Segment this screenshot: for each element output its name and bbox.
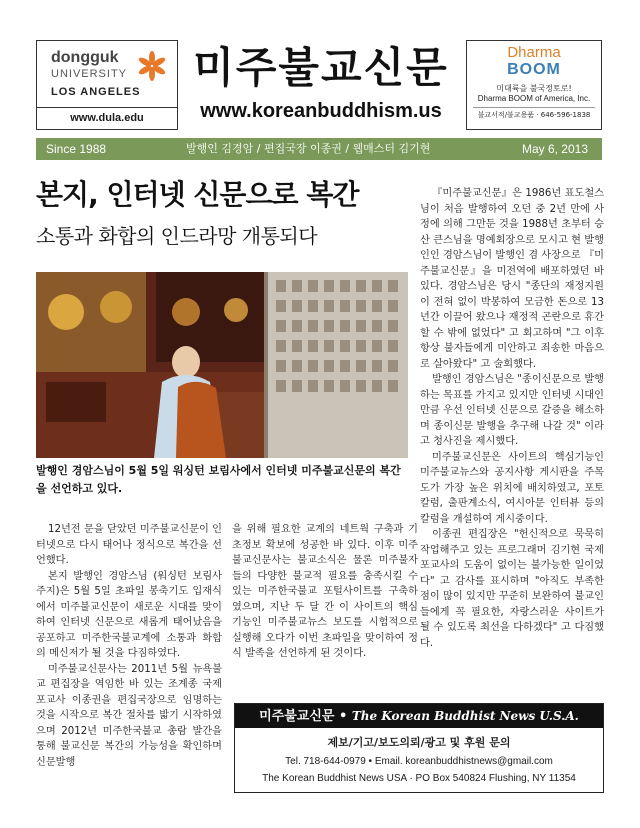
article-headline: 본지, 인터넷 신문으로 복간	[36, 178, 359, 211]
article-column-left	[36, 522, 222, 770]
ad-title-separator: •	[339, 709, 348, 724]
info-bar	[36, 138, 602, 160]
newspaper-title: 미주불교신문	[193, 43, 449, 92]
photo-caption: 발행인 경암스님이 5월 5일 워싱턴 보림사에서 인터넷 미주불교신문의 복간을 선언하고 있다.	[36, 464, 401, 495]
dongguk-name: dongguk	[51, 49, 119, 66]
dharma-boom-tagline: 미대륙을 불국정토로!	[496, 84, 572, 93]
dongguk-location: LOS ANGELES	[51, 86, 141, 98]
article-photo	[36, 272, 408, 458]
paragraph: 미주불교신문은 사이트의 핵심기능인 미주불교뉴스와 공지사항 게시판을 주목도가 가장 높은 위치에 배치하였고, 포토칼럼, 출판계소식, 여시아문 인터뷰 등의 칼럼을 개설하여 게시중이다.	[420, 451, 604, 525]
ad-header	[235, 704, 603, 728]
paragraph: 본지 발행인 경암스님 (워싱턴 보림사 주지)은 5월 5일 초파일 봉축기도 입재식에서 미주불교신문이 새로운 시대를 맞이하여 인터넷 신문으로 새롭게 태어났음을 공포하고 미주한국불교계에 소통과 화합의 메신저가 될 것을 다짐하였다.	[36, 570, 222, 659]
ad-contact[interactable]: Tel. 718-644-0979 • Email. koreanbuddhistnews@gmail.com	[285, 756, 553, 767]
dongguk-ad[interactable]	[36, 40, 178, 130]
ad-services: 제보/기고/보도의뢰/광고 및 후원 문의	[327, 736, 511, 749]
staff-credits: 발행인 김경암 / 편집국장 이종권 / 웹매스터 김기현	[186, 142, 431, 155]
paragraph: 『미주불교신문』은 1986년 표도철스님이 처음 발행하여 오던 중 2년 만에 사정에 의해 그만둔 것을 1988년 초부터 승산 큰스님을 명예회장으로 모시고 현 발행인인 경암스님이 발행인 겸 사장으로 『미주불교신문』을 미전역에 배포하였던 바 있다. 경암스님은 당시 "종단의 재정지원이 전혀 없이 박봉하여 모금한 돈으로 13년간 이끌어 왔으나 재정적 곤란으로 휴간할 수 밖에 없었다" 고 회고하며 "그 이후 항상 불자들에게 미안하고 죄송한 마음으로 살아왔다" 고 술회했다.	[420, 188, 604, 370]
article-column-middle	[232, 522, 418, 662]
dharma-boom-name-top: Dharma	[507, 44, 561, 61]
newspaper-url-link[interactable]: www.koreanbuddhism.us	[200, 100, 442, 122]
dharma-boom-company: Dharma BOOM of America, Inc.	[477, 94, 591, 103]
dongguk-university: UNIVERSITY	[51, 68, 128, 80]
ad-title-korean: 미주불교신문	[259, 709, 335, 724]
masthead	[186, 40, 456, 130]
article-column-right	[420, 186, 604, 651]
dharma-boom-ad[interactable]	[466, 40, 602, 130]
dharma-boom-name-bottom: BOOM	[507, 61, 561, 78]
ad-address: The Korean Buddhist News USA · PO Box 540824 Flushing, NY 11354	[262, 773, 576, 784]
temple-photo-illustration	[36, 272, 408, 458]
paragraph: 을 위해 필요한 교계의 네트웍 구축과 기초정보 확보에 성공한 바 있다. 이후 미주불교신문사는 불교소식은 물론 미주불자들의 다양한 불교적 필요를 충족시킬 수 있는 미주한국불교 포털사이트를 구축하였으며, 지난 두 달 간 이 사이트의 핵심 기능인 미주불교뉴스 보도를 시험적으로 실행해 오다가 이번 초파일을 맞이하여 정식 발족을 선언하게 된 것이다.	[232, 524, 418, 659]
issue-date: May 6, 2013	[521, 142, 588, 156]
paragraph: 발행인 경암스님은 "종이신문으로 발행하는 목표를 가지고 있지만 인터넷 시대인만큼 우선 인터넷 신문으로 갈증을 해소하며 종이신문 발행을 추구해 나갈 것" 이라고 청사진을 제시했다.	[420, 374, 604, 447]
paragraph: 미주불교신문사는 2011년 5월 뉴욕불교 편집장을 역임한 바 있는 조계종 국제포교사 이종권을 편집국장으로 임명하는 것을 시작으로 복간 절차를 밟기 시작하였으며 2012년 미주한국불교 총람 발간을 통해 불교신문 복간의 가능성을 확인하며 신문발행	[36, 663, 222, 768]
dongguk-url-link[interactable]: www.dula.edu	[37, 107, 177, 124]
contact-ad-box	[234, 703, 604, 793]
paragraph: 이종권 편집장은 "헌신적으로 묵묵히 작업해주고 있는 프로그래머 김기현 국제포교사의 도움이 없이는 불가능한 일이었다" 고 감사를 표시하며 "아직도 부족한 점이 많이 있지만 꾸준히 보완하여 불교인들에게 꼭 필요한, 자랑스러운 사이트가 될 수 있도록 최선을 다하겠다" 고 다짐했다.	[420, 529, 604, 649]
article-subhead: 소통과 화합의 인드라망 개통되다	[36, 224, 318, 248]
ad-title-english: The Korean Buddhist News U.S.A.	[351, 709, 579, 723]
dongguk-logo-icon	[137, 51, 167, 81]
dharma-boom-phone: 불교서적/불교용품 · 646-596-1838	[473, 107, 595, 120]
paragraph: 12년전 문을 닫았던 미주불교신문이 인터넷으로 다시 태어나 정식으로 복간을 선언했다.	[36, 524, 222, 566]
since-label: Since 1988	[46, 142, 107, 156]
newspaper-header	[36, 40, 602, 136]
